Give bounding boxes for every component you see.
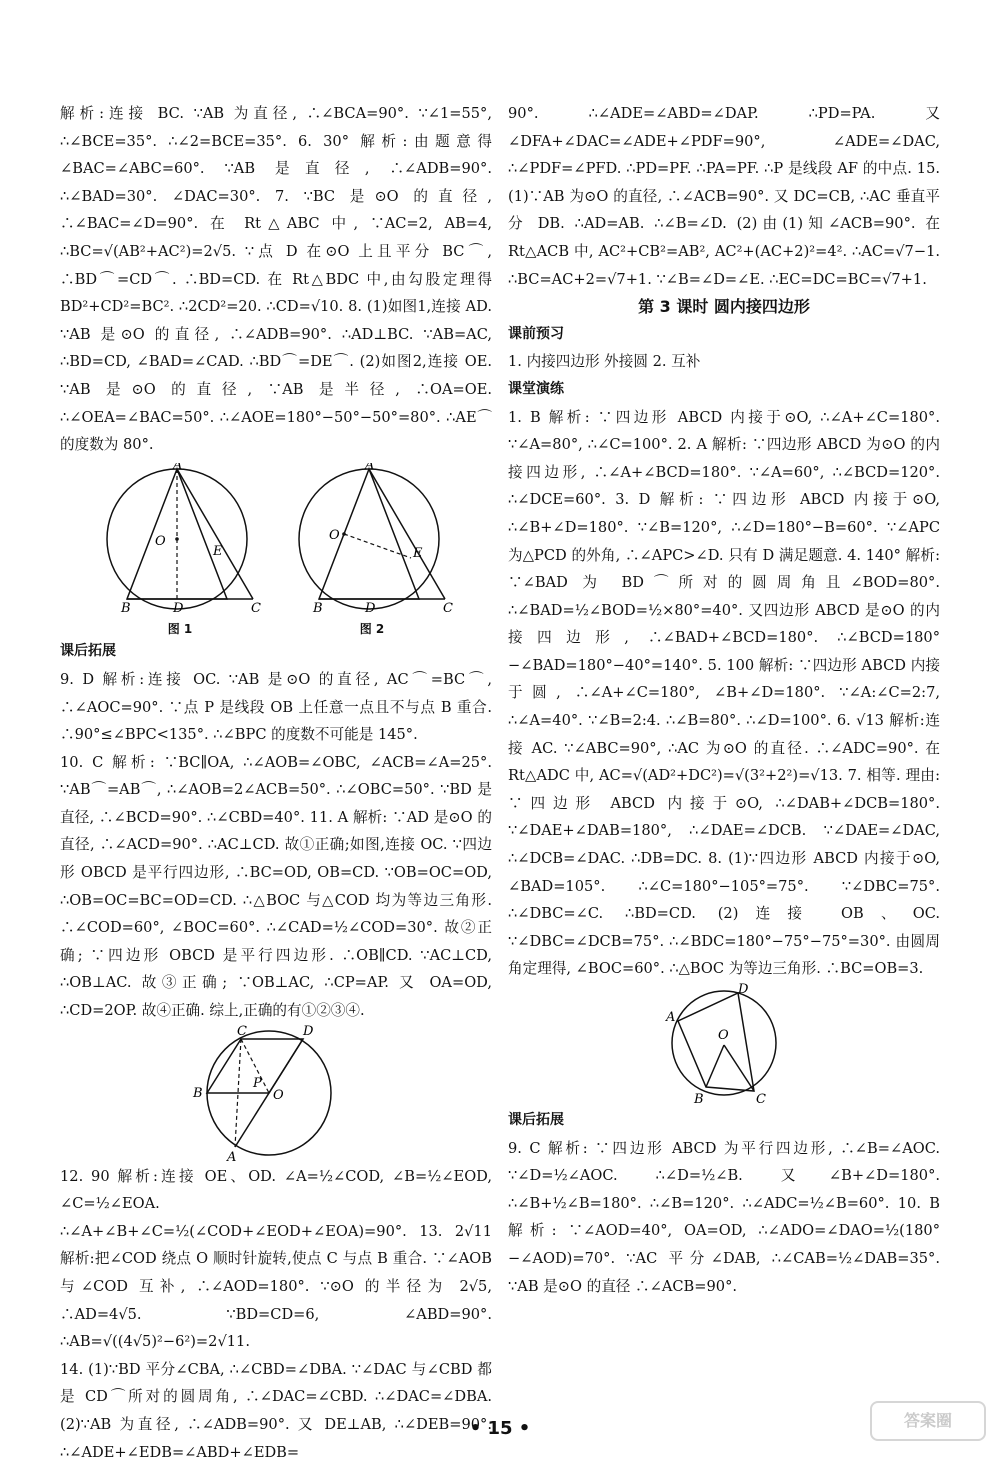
lesson-title: 第 3 课时 圆内接四边形 [638, 297, 810, 317]
section-heading-after-class: 课后拓展 [60, 643, 116, 660]
right-paragraph-2: 1. 内接四边形 外接圆 2. 互补 [508, 353, 701, 371]
svg-text:D: D [303, 1024, 314, 1039]
section-heading-class-practice: 课堂演练 [508, 380, 564, 397]
svg-text:A: A [365, 462, 375, 473]
page-number: • 15 • [469, 1418, 531, 1439]
watermark-logo: 答案圈 [870, 1401, 986, 1441]
svg-text:B: B [121, 600, 131, 613]
section-heading-preview: 课前预习 [508, 325, 564, 342]
right-paragraph-4: 9. C 解析: ∵四边形 ABCD 为平行四边形, ∴∠B=∠AOC. ∵∠D=½∠AOC. ∴∠D=½∠B. 又∠B+∠D=180°. ∴∠B+½∠B=180°. ∴∠B=120°. ∴∠ADC=½∠B=60°. 10. B 解析: ∵∠AOD=40°, OA=OD, ∴∠ADO=∠DAO=½(180°−∠AOD)=70°. ∵AC 平分∠DAB, ∴∠CAB=½∠DAB=35°. ∵AB 是⊙O 的直径 ∴∠ACB=90°. [508, 1139, 940, 1295]
parallelogram-circle-diagram [191, 1025, 361, 1163]
svg-text:D: D [365, 600, 376, 613]
figure-1 [95, 463, 265, 637]
svg-text:D: D [738, 983, 749, 997]
svg-text:A: A [666, 1010, 676, 1025]
figure-1-caption: 图 1 [167, 622, 193, 637]
figure-2 [287, 463, 457, 637]
left-paragraph-3: 10. C 解析: ∵BC∥OA, ∴∠AOB=∠OBC, ∠ACB=∠A=25°. ∵AB⌒=AB⌒, ∴∠AOB=2∠ACB=50°. ∴∠OBC=50°. ∵BD 是直径, ∴∠BCD=90°. ∴∠CBD=40°. 11. A 解析: ∵AD 是⊙O 的直径, ∴∠ACD=90°. ∴AC⊥CD. 故①正确;如图,连接 OC. ∵四边形 OBCD 是平行四边形, ∴BC=OD, OB=CD. ∵OB=OC=OD, ∴OB=OC=BC=OD=CD. ∴△BOC 与△COD 均为等边三角形. ∴∠COD=60°, ∠BOC=60°. ∴∠CAD=½∠COD=30°. 故②正确; ∵四边形 OBCD 是平行四边形. ∴OB∥CD. ∵AC⊥CD, ∴OB⊥AC. 故③正确; ∵OB⊥AC, ∴CP=AP. 又 OA=OD, ∴CD=2OP. 故④正确. 综上,正确的有①②③④. [60, 753, 492, 1020]
right-column [508, 100, 940, 1300]
circle-triangle-diagram-2 [287, 463, 457, 613]
svg-text:O: O [329, 527, 340, 543]
svg-text:E: E [213, 543, 223, 559]
figure-2-caption: 图 2 [359, 622, 385, 637]
inscribed-quadrilateral-diagram [664, 983, 784, 1107]
svg-text:O: O [273, 1087, 284, 1103]
svg-text:A: A [227, 1149, 237, 1163]
svg-text:B: B [193, 1085, 203, 1101]
left-paragraph-4: 12. 90 解析:连接 OE、OD. ∠A=½∠COD, ∠B=½∠EOD, ∠C=½∠EOA. ∴∠A+∠B+∠C=½(∠COD+∠EOD+∠EOA)=90°. 13. 2√11 解析:把∠COD 绕点 O 顺时针旋转,使点 C 与点 B 重合. ∵∠AOB 与∠COD 互补, ∴∠AOD=180°. ∵⊙O 的半径为 2√5, ∴AD=4√5. ∵BD=CD=6, ∠ABD=90°. ∴AB=√((4√5)²−6²)=2√11. [60, 1167, 492, 1351]
svg-text:O: O [718, 1028, 729, 1043]
left-column [60, 100, 492, 1466]
svg-text:C: C [756, 1092, 766, 1107]
svg-text:C: C [237, 1024, 247, 1039]
svg-text:D: D [173, 600, 184, 613]
svg-text:E: E [413, 545, 423, 561]
right-paragraph-3: 1. B 解析: ∵四边形 ABCD 内接于⊙O, ∴∠A+∠C=180°. ∵∠A=80°, ∴∠C=100°. 2. A 解析: ∵四边形 ABCD 为⊙O 的内接四边形, ∴∠A+∠BCD=180°. ∵∠A=60°, ∴∠BCD=120°. ∴∠DCE=60°. 3. D 解析: ∵四边形 ABCD 内接于⊙O, ∴∠B+∠D=180°. ∵∠B=120°, ∴∠D=180°−B=60°. ∵∠APC 为△PCD 的外角, ∴∠APC>∠D. 只有 D 满足题意. 4. 140° 解析: ∵∠BAD 为 BD⌒所对的圆周角且∠BOD=80°. ∴∠BAD=½∠BOD=½×80°=40°. 又四边形 ABCD 是⊙O 的内接四边形, ∴∠BAD+∠BCD=180°. ∴∠BCD=180°−∠BAD=180°−40°=140°. 5. 100 解析: ∵四边形 ABCD 内接于圆, ∴∠A+∠C=180°, ∠B+∠D=180°. ∵∠A:∠C=2:7, ∴∠A=40°. ∵∠B=2:4. ∴∠B=80°. ∴∠D=100°. 6. √13 解析:连接 AC. ∵∠ABC=90°, ∴AC 为⊙O 的直径. ∴∠ADC=90°. 在 Rt△ADC 中, AC=√(AD²+DC²)=√(3²+2²)=√13. 7. 相等. 理由: ∵四边形 ABCD 内接于⊙O, ∴∠DAB+∠DCB=180°. ∵∠DAE+∠DAB=180°, ∴∠DAE=∠DCB. ∵∠DAE=∠DAC, ∴∠DCB=∠DAC. ∴DB=DC. 8. (1)∵四边形 ABCD 内接于⊙O, ∠BAD=105°. ∴∠C=180°−105°=75°. ∵∠DBC=75°. ∴∠DBC=∠C. ∴BD=CD. (2)连接 OB、OC. ∵∠DBC=∠DCB=75°. ∴∠BDC=180°−75°−75°=30°. 由圆周角定理得, ∠BOC=60°. ∴△BOC 为等边三角形. ∴BC=OB=3. [508, 408, 940, 978]
left-paragraph-1: 解析:连接 BC. ∵AB 为直径, ∴∠BCA=90°. ∵∠1=55°, ∴∠BCE=35°. ∴∠2=BCE=35°. 6. 30° 解析:由题意得∠BAC=∠ABC=60°. ∵AB 是直径, ∴∠ADB=90°. ∴∠BAD=30°. ∠DAC=30°. 7. ∵BC 是⊙O 的直径, ∴∠BAC=∠D=90°. 在 Rt△ABC 中, ∵AC=2, AB=4, ∴BC=√(AB²+AC²)=2√5. ∵点 D 在⊙O 上且平分 BC⌒, ∴BD⌒=CD⌒. ∴BD=CD. 在 Rt△BDC 中,由勾股定理得 BD²+CD²=BC². ∴2CD²=20. ∴CD=√10. 8. (1)如图1,连接 AD. ∵AB 是⊙O 的直径, ∴∠ADB=90°. ∴AD⊥BC. ∵AB=AC, ∴BD=CD, ∠BAD=∠CAD. ∴BD⌒=DE⌒. (2)如图2,连接 OE. ∵AB 是⊙O 的直径, ∵AB 是半径, ∴OA=OE. ∴∠OEA=∠BAC=50°. ∴∠AOE=180°−50°−50°=80°. ∴AE⌒的度数为 80°. [60, 105, 492, 454]
circle-triangle-diagram-1 [95, 463, 265, 613]
svg-text:A: A [173, 462, 183, 473]
svg-text:O: O [155, 533, 166, 549]
left-paragraph-5: 14. (1)∵BD 平分∠CBA, ∴∠CBD=∠DBA. ∵∠DAC 与∠CBD 都是 CD⌒所对的圆周角, ∴∠DAC=∠CBD. ∴∠DAC=∠DBA. (2)∵AB 为直径, ∴∠ADB=90°. 又 DE⊥AB, ∴∠DEB=90°. ∴∠ADE+∠EDB=∠ABD+∠EDB= [60, 1360, 492, 1461]
right-paragraph-1: 90°. ∴∠ADE=∠ABD=∠DAP. ∴PD=PA. 又∠DFA+∠DAC=∠ADE+∠PDF=90°, ∠ADE=∠DAC, ∴∠PDF=∠PFD. ∴PD=PF. ∴PA=PF. ∴P 是线段 AF 的中点. 15. (1)∵AB 为⊙O 的直径, ∴∠ACB=90°. 又 DC=CB, ∴AC 垂直平分 DB. ∴AD=AB. ∴∠B=∠D. (2)由(1)知∠ACB=90°. 在 Rt△ACB 中, AC²+CB²=AB², AC²+(AC+2)²=4². ∴AC=√7−1. ∴BC=AC+2=√7+1. ∵∠B=∠D=∠E. ∴EC=DC=BC=√7+1. [508, 105, 940, 288]
svg-text:C: C [251, 600, 261, 613]
svg-text:B: B [694, 1092, 704, 1107]
svg-text:P: P [253, 1075, 262, 1091]
figures-1-2 [60, 463, 492, 637]
left-paragraph-2: 9. D 解析:连接 OC. ∵AB 是⊙O 的直径, AC⌒=BC⌒, ∴∠AOC=90°. ∵点 P 是线段 OB 上任意一点且不与点 B 重合. ∴90°≤∠BPC<135°. ∴∠BPC 的度数不可能是 145°. [60, 670, 492, 744]
svg-text:B: B [313, 600, 323, 613]
section-heading-after-class-right: 课后拓展 [508, 1112, 564, 1128]
svg-text:C: C [443, 600, 453, 613]
